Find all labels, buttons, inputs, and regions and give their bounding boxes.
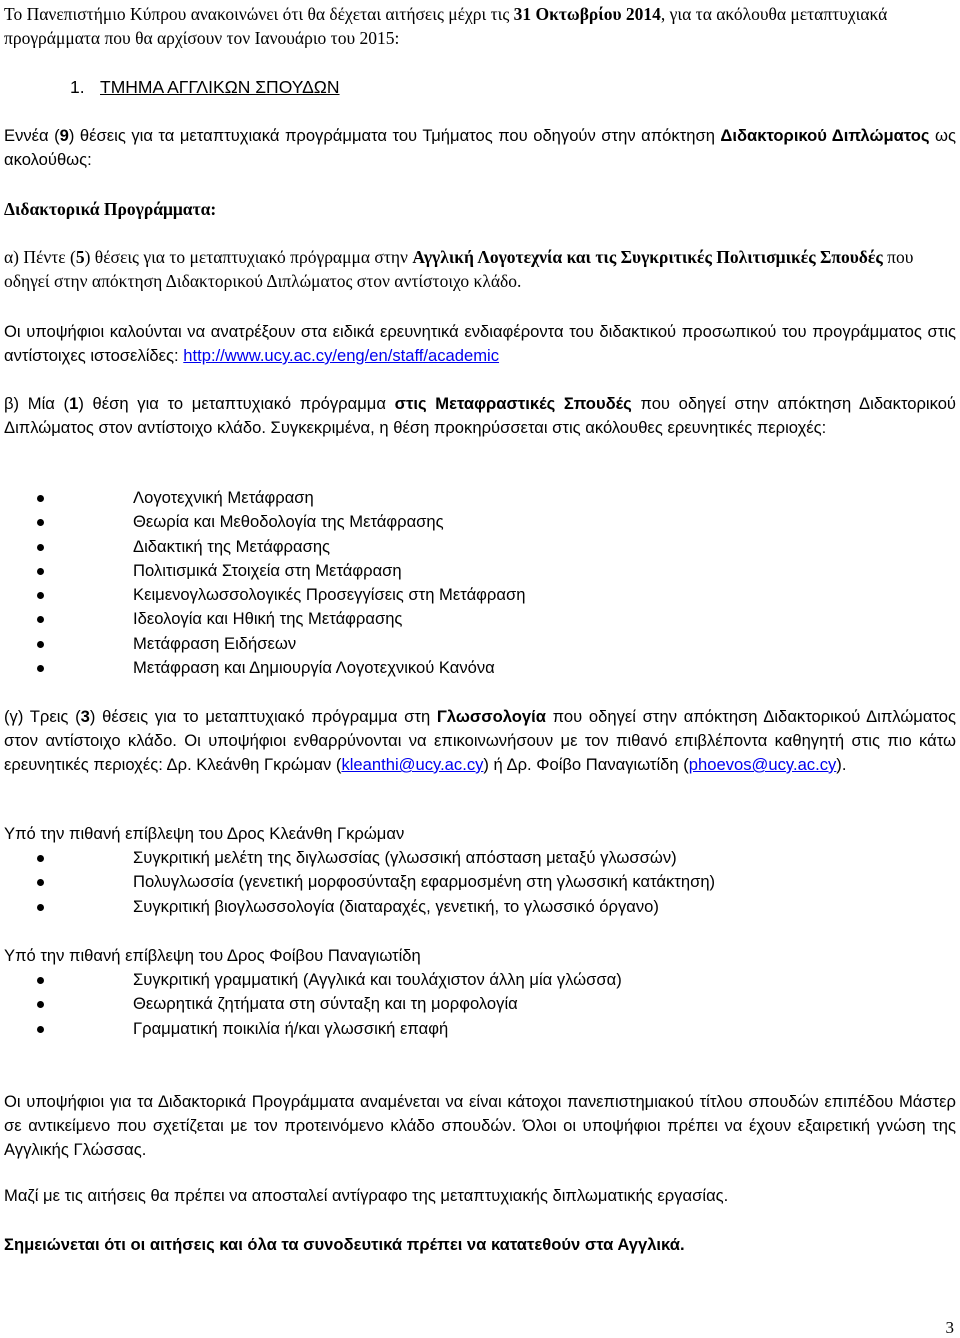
item-c-text: (γ) Τρεις ( (4, 707, 81, 726)
list-item (4, 486, 956, 510)
doctoral-heading (4, 197, 956, 221)
list-item-text: Συγκριτική γραμματική (Αγγλικά και τουλάχιστον άλλη μία γλώσσα) (133, 970, 622, 989)
list-item (4, 559, 956, 583)
bullet-icon (37, 519, 44, 526)
list-item-text: Πολιτισμικά Στοιχεία στη Μετάφραση (133, 560, 402, 580)
list-item-text: Διδακτική της Μετάφρασης (133, 536, 331, 556)
degree-name: Διδακτορικού Διπλώματος (720, 126, 930, 145)
bullet-icon (37, 855, 44, 862)
list-item (4, 870, 956, 894)
item-a-text-end: που οδηγεί στην απόκτηση Διδακτορικού Διπλώματος στον αντίστοιχο κλάδο. (4, 247, 914, 291)
list-item (4, 968, 956, 992)
list-item (4, 656, 956, 680)
item-b-program: στις Μεταφραστικές Σπουδές (394, 394, 632, 413)
bullet-icon (37, 592, 44, 599)
item-b-count: 1 (69, 394, 79, 413)
list-item-text: Κειμενογλωσσολογικές Προσεγγίσεις στη Μετάφραση (133, 585, 526, 605)
item-b-text-end: που οδηγεί στην απόκτηση Διδακτορικού Διπλώματος στον αντίστοιχο κλάδο. Συγκεκριμένα, η θέση προκηρύσσεται στις ακόλουθες ερευνητικές περιοχές: (4, 394, 957, 437)
bullet-icon (37, 544, 44, 551)
list-item-text: Ιδεολογία και Ηθική της Μετάφρασης (133, 609, 403, 629)
list-item-text: Γραμματική ποικιλία ή/και γλωσσική επαφή (133, 1018, 449, 1038)
list-item (4, 510, 956, 534)
item-c-count: 3 (80, 707, 90, 726)
language-note (4, 1233, 956, 1257)
list-item-text: Πολυγλωσσία (γενετική μορφοσύνταξη εφαρμοσμένη στη γλωσσική κατάκτηση) (133, 872, 716, 892)
list-item (4, 992, 956, 1016)
bullet-icon (37, 641, 44, 648)
language-note-text: Σημειώνεται ότι οι αιτήσεις και όλα τα συνοδευτικά πρέπει να κατατεθούν στα Αγγλικά. (4, 1235, 685, 1254)
email-link-phoevos[interactable]: phoevos@ucy.ac.cy (688, 755, 837, 774)
item-a-text-mid: ) θέσεις για το μεταπτυχιακό πρόγραμμα στην (84, 247, 413, 267)
bullet-icon (37, 568, 44, 575)
item-b-text-mid: ) θέση για το μεταπτυχιακό πρόγραμμα (78, 394, 395, 413)
list-item-text: Συγκριτική βιογλωσσολογία (διαταραχές, γενετική, το γλωσσικό όργανο) (133, 896, 659, 916)
translation-areas-list (4, 486, 956, 680)
bullet-icon (37, 665, 44, 672)
bullet-icon (37, 1001, 44, 1008)
bullet-icon (37, 904, 44, 911)
item-c-text-mid: ) θέσεις για το μεταπτυχιακό πρόγραμμα στη (89, 707, 437, 726)
email-link-kleanthi[interactable]: kleanthi@ucy.ac.cy (341, 755, 484, 774)
staff-link[interactable]: http://www.ucy.ac.cy/eng/en/staff/academic (183, 346, 500, 365)
research-note (4, 320, 956, 368)
thesis-note: Μαζί με τις αιτήσεις θα πρέπει να αποσταλεί αντίγραφο της μεταπτυχιακής διπλωματικής εργασίας. (4, 1186, 729, 1205)
section-number: 1. (70, 77, 85, 97)
section-title: ΤΜΗΜΑ ΑΓΓΛΙΚΩΝ ΣΠΟΥΔΩΝ (100, 77, 340, 97)
item-a-count: 5 (75, 247, 85, 267)
item-c-text-mid2: ) ή Δρ. Φοίβο Παναγιωτίδη ( (483, 755, 689, 774)
bullet-icon (37, 495, 44, 502)
positions-text-mid: ) θέσεις για τα μεταπτυχιακά προγράμματα του Τμήματος που οδηγούν στην απόκτηση (68, 126, 721, 145)
list-item-text: Θεωρία και Μεθοδολογία της Μετάφρασης (133, 512, 444, 532)
bullet-icon (37, 977, 44, 984)
intro-text: Το Πανεπιστήμιο Κύπρου ανακοινώνει ότι θα δέχεται αιτήσεις μέχρι τις (4, 4, 514, 24)
list-item-text: Λογοτεχνική Μετάφραση (133, 488, 314, 507)
list-item (4, 895, 956, 919)
item-a-program: Αγγλική Λογοτεχνία και τις Συγκριτικές Πολιτισμικές Σπουδές (412, 247, 883, 267)
page-number: 3 (945, 1318, 954, 1337)
bullet-icon (37, 879, 44, 886)
list-item (4, 846, 956, 870)
requirements-paragraph: Οι υποψήφιοι για τα Διδακτορικά Προγράμματα αναμένεται να είναι κάτοχοι πανεπιστημιακού τίτλου σπουδών επιπέδου Μάστερ σε αντικείμενο που σχετίζεται με τον προτεινόμενο κλάδο σπουδών. Όλοι οι υποψήφιοι πρέπει να έχουν εξαιρετική γνώση της Αγγλικής Γλώσσας. (4, 1092, 956, 1159)
doctoral-heading-text: Διδακτορικά Προγράμματα: (4, 199, 217, 219)
list-item (4, 1017, 956, 1041)
item-c-text-after: που οδηγεί στην απόκτηση Διδακτορικού Διπλώματος στον αντίστοιχο κλάδο. Οι υποψήφιοι ενθαρρύνονται να επικοινωνήσουν με τον πιθανό επιβλέποντα καθηγητή στις πιο κάτω ερευνητικές περιοχές: Δρ. Κλεάνθη Γκρώμαν ( (4, 707, 956, 774)
positions-text: Εννέα ( (4, 126, 60, 145)
list-item (4, 535, 956, 559)
item-b (4, 392, 956, 440)
positions-intro (4, 124, 956, 172)
list-item-text: Μετάφραση και Δημιουργία Λογοτεχνικού Κανόνα (133, 658, 495, 678)
item-a (4, 245, 956, 293)
item-b-text: β) Μία ( (4, 394, 70, 413)
section-heading (70, 75, 340, 99)
supervisor2-heading: Υπό την πιθανή επίβλεψη του Δρος Φοίβου Παναγιωτίδη (4, 946, 421, 965)
deadline: 31 Οκτωβρίου 2014 (513, 4, 661, 24)
supervisor2-areas-list (4, 968, 956, 1041)
item-c (4, 705, 956, 777)
list-item-text: Συγκριτική μελέτη της διγλωσσίας (γλωσσική απόσταση μεταξύ γλωσσών) (133, 848, 677, 867)
item-c-program: Γλωσσολογία (436, 707, 546, 726)
positions-text-end: ως ακολούθως: (4, 126, 956, 169)
list-item (4, 632, 956, 656)
research-note-text: Οι υποψήφιοι καλούνται να ανατρέξουν στα ειδικά ερευνητικά ενδιαφέροντα του διδακτικού προσωπικού του προγράμματος στις αντίστοιχες ιστοσελίδες: (4, 322, 956, 365)
list-item-text: Μετάφραση Ειδήσεων (133, 633, 297, 653)
list-item (4, 583, 956, 607)
item-a-text: α) Πέντε ( (4, 247, 76, 267)
intro-text-end: , για τα ακόλουθα μεταπτυχιακά προγράμματα που θα αρχίσουν τον Ιανουάριο του 2015: (4, 4, 888, 48)
bullet-icon (37, 1026, 44, 1033)
supervisor1-areas-list (4, 846, 956, 919)
intro-paragraph (4, 2, 956, 50)
positions-count: 9 (59, 126, 69, 145)
list-item (4, 607, 956, 631)
document-page (4, 0, 956, 1337)
list-item-text: Θεωρητικά ζητήματα στη σύνταξη και τη μορφολογία (133, 994, 518, 1014)
item-c-text-end: ). (836, 755, 847, 774)
bullet-icon (37, 616, 44, 623)
supervisor1-heading: Υπό την πιθανή επίβλεψη του Δρος Κλεάνθη Γκρώμαν (4, 824, 405, 843)
